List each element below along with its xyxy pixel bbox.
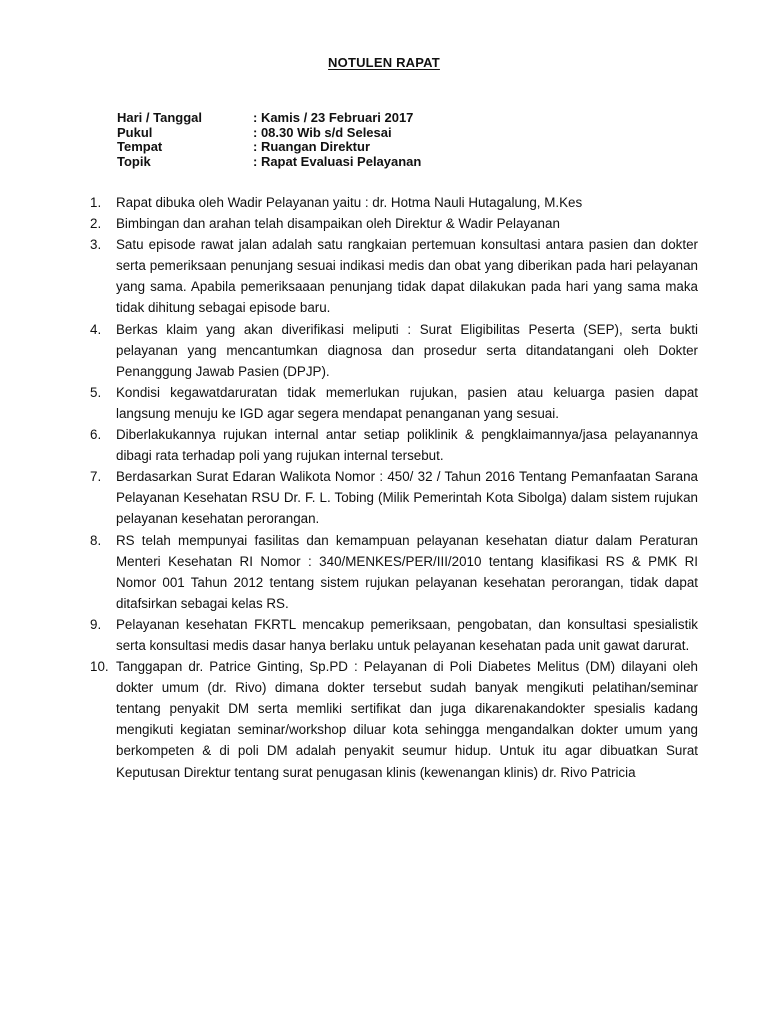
- list-item: [90, 656, 698, 783]
- meta-row-date: [117, 111, 421, 126]
- meta-row-place: [117, 140, 421, 155]
- item-text: Pelayanan kesehatan FKRTL mencakup pemeriksaan, pengobatan, dan konsultasi spesialistik serta konsultasi medis dasar hanya berlaku untuk pelayanan kesehatan pada unit gawat darurat.: [116, 616, 698, 653]
- item-number: 5.: [90, 384, 102, 400]
- list-item: [90, 234, 698, 318]
- list-item: [90, 213, 698, 234]
- item-number: 10.: [90, 659, 109, 675]
- document-title-text: NOTULEN RAPAT: [328, 55, 440, 70]
- list-item: [90, 424, 698, 466]
- meta-value: : 08.30 Wib s/d Selesai: [253, 124, 392, 140]
- item-number: 4.: [90, 321, 102, 337]
- meta-value: : Ruangan Direktur: [253, 139, 371, 154]
- item-number: 9.: [90, 616, 102, 632]
- item-number: 6.: [90, 427, 102, 443]
- item-text: RS telah mempunyai fasilitas dan kemampuan pelayanan kesehatan diatur dalam Peraturan Menteri Kesehatan RI Nomor : 340/MENKES/PER/III/2010 tentang klasifikasi RS & PMK RI Nomor 001 Tahun 2012 tentang sistem rujukan pelayanan kesehatan perorangan, tidak dapat ditafsirkan sebagai kelas RS.: [116, 532, 698, 611]
- item-number: 2.: [90, 216, 102, 232]
- item-text: Tanggapan dr. Patrice Ginting, Sp.PD : Pelayanan di Poli Diabetes Melitus (DM) dilayani oleh dokter umum (dr. Rivo) dimana dokter tersebut sudah banyak mengikuti pelatihan/seminar tentang penyakit DM serta memliki sertifikat dan juga dikarenakandokter spesialis kadang mengikuti kegiatan seminar/workshop diluar kota sehingga mengandalkan dokter umum yang berkompeten & di poli DM adalah penyakit seumur hidup. Untuk itu agar dibuatkan Surat Keputusan Direktur tentang surat penugasan klinis (kewenangan klinis) dr. Rivo Patricia: [116, 659, 698, 780]
- meeting-meta: [117, 111, 421, 169]
- meta-row-time: [117, 126, 421, 141]
- list-item: [90, 382, 698, 424]
- meta-label: Pukul: [117, 124, 153, 140]
- meta-value: : Rapat Evaluasi Pelayanan: [253, 153, 422, 169]
- meta-label: Topik: [117, 153, 151, 169]
- item-text: Bimbingan dan arahan telah disampaikan oleh Direktur & Wadir Pelayanan: [116, 216, 560, 232]
- list-item: [90, 530, 698, 614]
- item-number: 3.: [90, 237, 102, 253]
- meta-value: : Kamis / 23 Februari 2017: [253, 110, 414, 125]
- item-text: Rapat dibuka oleh Wadir Pelayanan yaitu : dr. Hotma Nauli Hutagalung, M.Kes: [116, 195, 583, 210]
- list-item: [90, 319, 698, 382]
- document-title: [0, 55, 768, 70]
- list-item: [90, 192, 698, 213]
- item-text: Satu episode rawat jalan adalah satu rangkaian pertemuan konsultasi antara pasien dan dokter serta pemeriksaan penunjang sesuai indikasi medis dan obat yang diberikan pada hari pelayanan yang sama. Apabila pemeriksaaan penunjang tidak dapat dilakukan pada hari yang sama maka tidak dihitung sebagai episode baru.: [116, 237, 698, 316]
- item-text: Kondisi kegawatdaruratan tidak memerlukan rujukan, pasien atau keluarga pasien dapat langsung menuju ke IGD agar segera mendapat penanganan yang sesuai.: [116, 384, 698, 421]
- list-item: [90, 614, 698, 656]
- minutes-list: [90, 192, 698, 783]
- item-number: 8.: [90, 532, 102, 548]
- item-number: 7.: [90, 469, 102, 485]
- item-text: Diberlakukannya rujukan internal antar setiap poliklinik & pengklaimannya/jasa pelayanannya dibagi rata terhadap poli yang rujukan internal tersebut.: [116, 427, 698, 464]
- meta-label: Hari / Tanggal: [117, 110, 202, 125]
- list-item: [90, 466, 698, 529]
- item-text: Berkas klaim yang akan diverifikasi meliputi : Surat Eligibilitas Peserta (SEP), serta bukti pelayanan yang mencantumkan diagnosa dan prosedur serta ditandatangani oleh Dokter Penanggung Jawab Pasien (DPJP).: [116, 321, 698, 379]
- meta-label: Tempat: [117, 139, 163, 154]
- meta-row-topic: [117, 155, 421, 170]
- item-text: Berdasarkan Surat Edaran Walikota Nomor : 450/ 32 / Tahun 2016 Tentang Pemanfaatan Sarana Pelayanan Kesehatan RSU Dr. F. L. Tobing (Milik Pemerintah Kota Sibolga) dalam sistem rujukan pelayanan kesehatan perorangan.: [116, 469, 698, 527]
- item-number: 1.: [90, 195, 102, 210]
